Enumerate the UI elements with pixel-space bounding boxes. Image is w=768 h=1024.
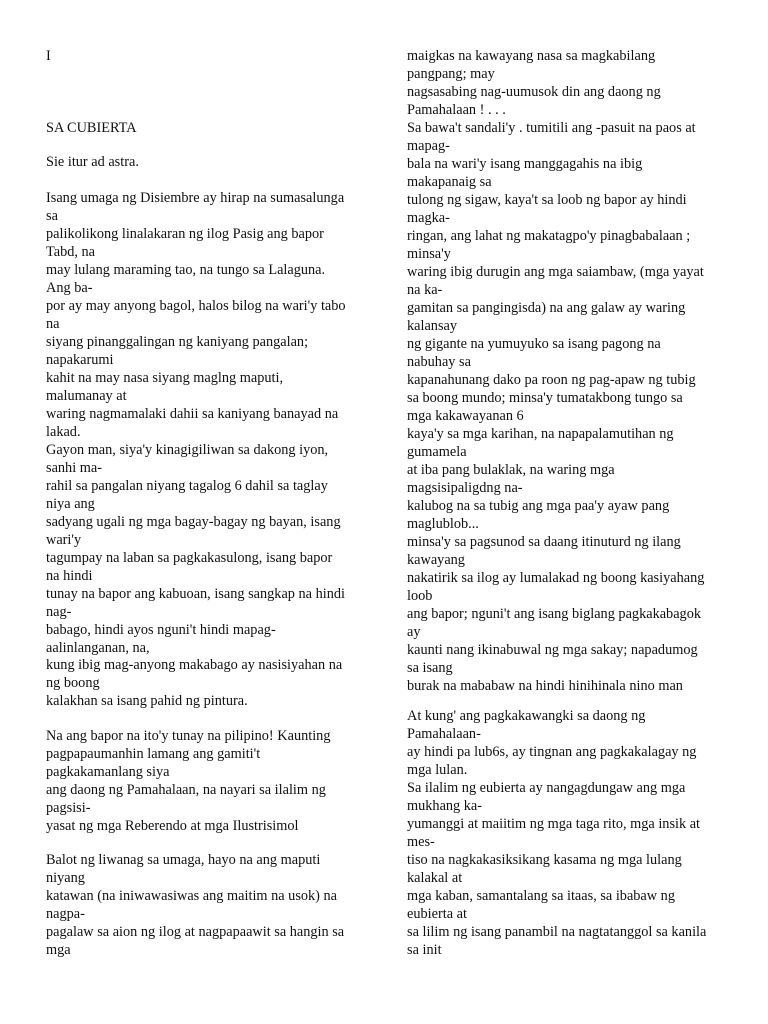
right-line: na ka- (407, 282, 443, 298)
left-line: sanhi ma- (46, 460, 102, 476)
left-line: nag- (46, 604, 72, 620)
left-line: kung ibig mag-anyong makabago ay nasisiyahan na (46, 657, 343, 673)
right-line: Pamahalaan- (407, 726, 481, 742)
left-line: rahil sa pangalan niyang tagalog 6 dahil sa taglay (46, 478, 328, 494)
left-line: sa (46, 208, 58, 224)
left-line: Isang umaga ng Disiembre ay hirap na sumasalunga (46, 190, 345, 206)
left-line: waring nagmamalaki dahii sa kaniyang banayad na (46, 406, 339, 422)
left-line: Gayon man, siya'y kinagigiliwan sa dakong iyon, (46, 442, 329, 458)
left-line: tunay na bapor ang kabuoan, isang sangkap na hindi (46, 586, 345, 602)
right-line: at iba pang bulaklak, na waring mga (407, 462, 615, 478)
left-line: niya ang (46, 496, 95, 512)
left-line: nagpa- (46, 906, 85, 922)
right-line: pangpang; may (407, 66, 495, 82)
left-line: malumanay at (46, 388, 127, 404)
right-line: tulong ng sigaw, kaya't sa loob ng bapor ay hindi (407, 192, 687, 208)
right-line: sa init (407, 942, 442, 958)
left-line: Sie itur ad astra. (46, 154, 139, 170)
left-line: Balot ng liwanag sa umaga, hayo na ang maputi (46, 852, 321, 868)
right-line: maglublob... (407, 516, 479, 532)
right-line: mga lulan. (407, 762, 468, 778)
right-line: yumanggi at maiitim ng mga taga rito, mga insik at (407, 816, 701, 832)
right-line: kalakal at (407, 870, 463, 886)
right-line: mga kakawayanan 6 (407, 408, 524, 424)
left-line: na hindi (46, 568, 93, 584)
left-line: mga (46, 942, 71, 958)
left-line: kahit na may nasa siyang maglng maputi, (46, 370, 284, 386)
left-line: pagsisi- (46, 800, 91, 816)
right-line: kaya'y sa mga karihan, na napapalamutihan ng (407, 426, 674, 442)
right-line: minsa'y sa pagsunod sa daang itinuturd ng ilang (407, 534, 681, 550)
left-line: Tabd, na (46, 244, 96, 260)
right-line: sa lilim ng isang panambil na nagtatanggol sa kanila (407, 924, 707, 940)
right-line: kapanahunang dako pa roon ng pag-apaw ng tubig (407, 372, 696, 388)
right-line: mukhang ka- (407, 798, 483, 814)
right-line: ringan, ang lahat ng makatagpo'y pinagbabalaan ; (407, 228, 691, 244)
right-line: mes- (407, 834, 435, 850)
right-line: kaunti nang ikinabuwal ng mga sakay; napadumog (407, 642, 698, 658)
right-line: maigkas na kawayang nasa sa magkabilang (407, 48, 656, 64)
left-line: may lulang maraming tao, na tungo sa Lalaguna. (46, 262, 326, 278)
right-line: ng gigante na yumuyuko sa isang pagong na (407, 336, 661, 352)
right-line: minsa'y (407, 246, 451, 262)
right-line: eubierta at (407, 906, 467, 922)
right-line: waring ibig durugin ang mga saiambaw, (mga yayat (407, 264, 704, 280)
right-line: Sa bawa't sandali'y . tumitili ang -pasuit na paos at (407, 120, 696, 136)
left-line: pagalaw sa aion ng ilog at nagpapaawit sa hangin sa (46, 924, 345, 940)
right-line: Pamahalaan ! . . . (407, 102, 506, 118)
right-line: sa boong mundo; minsa'y tumatakbong tungo sa (407, 390, 683, 406)
left-line: napakarumi (46, 352, 114, 368)
left-line: aalinlanganan, na, (46, 640, 150, 656)
left-line: Na ang bapor na ito'y tunay na pilipino! Kaunting (46, 728, 331, 744)
right-line: mga kaban, samantalang sa itaas, sa ibabaw ng (407, 888, 675, 904)
left-line: SA CUBIERTA (46, 120, 137, 136)
right-line: nabuhay sa (407, 354, 471, 370)
right-line: kawayang (407, 552, 465, 568)
left-line: Ang ba- (46, 280, 93, 296)
left-line: pagpapaumanhin lamang ang gamiti't (46, 746, 261, 762)
right-line: burak na mababaw na hindi hinihinala nino man (407, 678, 683, 694)
left-line: katawan (na iniwawasiwas ang maitim na usok) na (46, 888, 338, 904)
right-line: At kung' ang pagkakawangki sa daong ng (407, 708, 646, 724)
left-line: ng boong (46, 675, 100, 691)
right-line: magka- (407, 210, 450, 226)
left-line: babago, hindi ayos nguni't hindi mapag- (46, 622, 276, 638)
right-line: nagsasabing nag-uumusok din ang daong ng (407, 84, 661, 100)
right-line: sa isang (407, 660, 453, 676)
right-line: kalansay (407, 318, 458, 334)
left-line: sadyang ugali ng mga bagay-bagay ng bayan, isang (46, 514, 341, 530)
left-line: pagkakamanlang siya (46, 764, 170, 780)
left-line: lakad. (46, 424, 81, 440)
right-line: ay (407, 624, 421, 640)
left-line: tagumpay na laban sa pagkakasulong, isang bapor (46, 550, 333, 566)
left-line: kalakhan sa isang pahid ng pintura. (46, 693, 248, 709)
left-line: na (46, 316, 60, 332)
right-line: ang bapor; nguni't ang isang biglang pagkakabagok (407, 606, 702, 622)
left-line: palikolikong linalakaran ng ilog Pasig ang bapor (46, 226, 324, 242)
right-line: mapag- (407, 138, 450, 154)
right-line: gumamela (407, 444, 467, 460)
left-line: wari'y (46, 532, 82, 548)
right-line: bala na wari'y isang manggagahis na ibig (407, 156, 643, 172)
right-line: magsisipaligdng na- (407, 480, 523, 496)
left-line: por ay may anyong bagol, halos bilog na wari'y tabo (46, 298, 346, 314)
right-line: kalubog na sa tubig ang mga paa'y ayaw pang (407, 498, 670, 514)
right-line: makapanaig sa (407, 174, 492, 190)
left-line: ang daong ng Pamahalaan, na nayari sa ilalim ng (46, 782, 326, 798)
right-line: Sa ilalim ng eubierta ay nangagdungaw ang mga (407, 780, 686, 796)
right-line: nakatirik sa ilog ay lumalakad ng boong kasiyahang (407, 570, 705, 586)
left-line: niyang (46, 870, 85, 886)
right-line: tiso na nagkakasiksikang kasama ng mga lulang (407, 852, 682, 868)
left-line: I (46, 48, 51, 64)
right-line: loob (407, 588, 433, 604)
left-line: siyang pinanggalingan ng kaniyang pangalan; (46, 334, 309, 350)
left-line: yasat ng mga Reberendo at mga Ilustrisimol (46, 818, 299, 834)
right-line: gamitan sa pangingisda) na ang galaw ay waring (407, 300, 686, 316)
right-line: ay hindi pa lub6s, ay tingnan ang pagkakalagay ng (407, 744, 697, 760)
